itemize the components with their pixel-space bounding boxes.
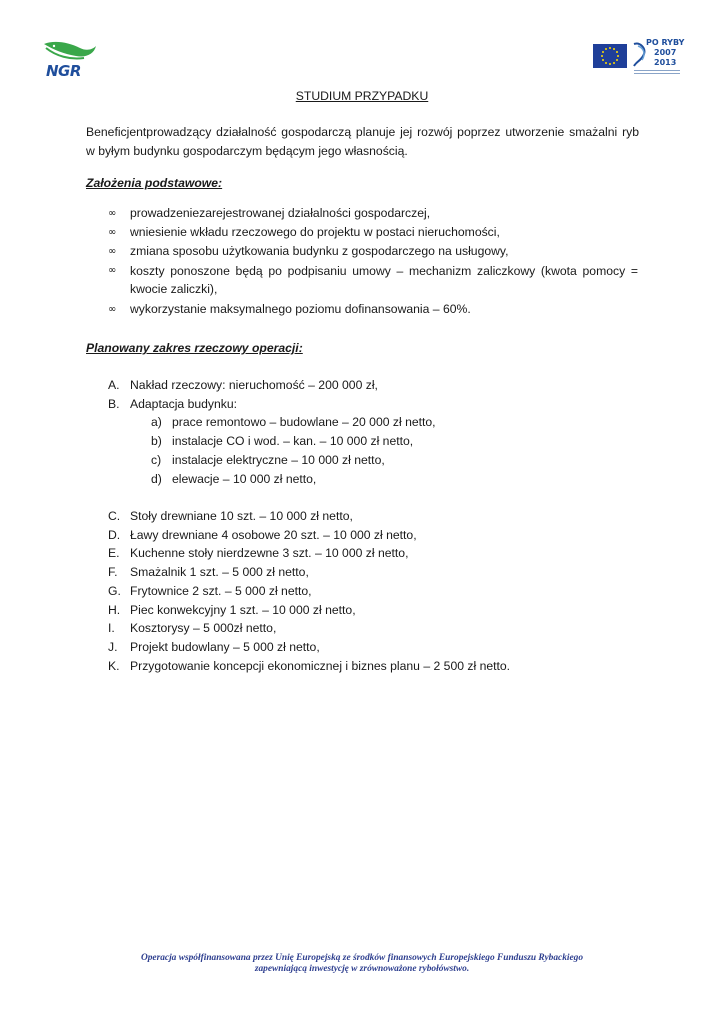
sub-item-marker: d) <box>151 472 162 486</box>
sub-item-text: prace remontowo – budowlane – 20 000 zł netto, <box>172 415 436 429</box>
infinity-bullet-icon: ∞ <box>108 246 117 257</box>
sub-item-marker: c) <box>151 453 162 467</box>
scope-heading: Planowany zakres rzeczowy operacji: <box>86 341 303 355</box>
list-item-text: Nakład rzeczowy: nieruchomość – 200 000 zł, <box>130 378 378 392</box>
infinity-bullet-icon: ∞ <box>108 265 117 276</box>
po-ryby-fine-print-2 <box>634 73 680 74</box>
po-ryby-year-start: 2007 <box>654 48 677 57</box>
sub-item-marker: b) <box>151 434 162 448</box>
list-item-marker: I. <box>108 621 115 635</box>
list-item-text: wniesienie wkładu rzeczowego do projektu w postaci nieruchomości, <box>130 225 500 239</box>
list-item-text: wykorzystanie maksymalnego poziomu dofinansowania – 60%. <box>130 302 471 316</box>
ngr-logo <box>40 36 100 82</box>
sub-item-marker: a) <box>151 415 162 429</box>
document-title: STUDIUM PRZYPADKU <box>295 89 429 103</box>
list-item-marker: D. <box>108 528 121 542</box>
footer-line-1: Operacja współfinansowana przez Unię Europejską ze środków finansowych Europejskiego Funduszu Rybackiego <box>140 953 584 963</box>
infinity-bullet-icon: ∞ <box>108 304 117 315</box>
eu-flag-icon <box>593 44 627 68</box>
list-item-text: Kosztorysy – 5 000zł netto, <box>130 621 277 635</box>
list-item-marker: H. <box>108 603 121 617</box>
sub-item-text: instalacje CO i wod. – kan. – 10 000 zł netto, <box>172 434 414 448</box>
po-ryby-fine-print <box>634 70 680 71</box>
infinity-bullet-icon: ∞ <box>108 227 117 238</box>
list-item-text: Projekt budowlany – 5 000 zł netto, <box>130 640 320 654</box>
list-item-text: Adaptacja budynku: <box>130 397 238 411</box>
list-item-marker: F. <box>108 565 118 579</box>
list-item-text: zmiana sposobu użytkowania budynku z gospodarczego na usługowy, <box>130 244 509 258</box>
list-item-text: Przygotowanie koncepcji ekonomicznej i biznes planu – 2 500 zł netto. <box>130 659 511 673</box>
po-ryby-text: PO RYBY <box>646 38 685 47</box>
list-item-marker: K. <box>108 659 120 673</box>
sub-item-text: instalacje elektryczne – 10 000 zł netto, <box>172 453 385 467</box>
ngr-logo-text: NGR <box>46 62 81 80</box>
po-ryby-year-end: 2013 <box>654 58 677 67</box>
po-ryby-logo <box>632 38 685 80</box>
list-item-text: Stoły drewniane 10 szt. – 10 000 zł netto, <box>130 509 353 523</box>
list-item-marker: J. <box>108 640 118 654</box>
list-item-text: Ławy drewniane 4 osobowe 20 szt. – 10 000 zł netto, <box>130 528 417 542</box>
intro-line-2: w byłym budynku gospodarczym będącym jego własnością. <box>86 144 408 158</box>
footer-line-2: zapewniającą inwestycję w zrównoważone rybołówstwo. <box>254 964 470 974</box>
list-item-text: Piec konwekcyjny 1 szt. – 10 000 zł netto, <box>130 603 356 617</box>
list-item-marker: G. <box>108 584 121 598</box>
infinity-bullet-icon: ∞ <box>108 208 117 219</box>
list-item-text: koszty ponoszone będą po podpisaniu umowy – mechanizm zaliczkowy (kwota pomocy = kwocie zaliczki), <box>130 264 638 296</box>
list-item-marker: E. <box>108 546 120 560</box>
list-item-text: prowadzeniezarejestrowanej działalności gospodarczej, <box>130 206 431 220</box>
list-item-marker: C. <box>108 509 121 523</box>
sub-item-text: elewacje – 10 000 zł netto, <box>172 472 317 486</box>
assumptions-heading: Założenia podstawowe: <box>86 176 223 190</box>
list-item-marker: A. <box>108 378 120 392</box>
list-item-text: Frytownice 2 szt. – 5 000 zł netto, <box>130 584 312 598</box>
intro-line-1: Beneficjentprowadzący działalność gospodarczą planuje jej rozwój poprzez utworzenie smażalni ryb <box>86 125 639 139</box>
list-item-text: Kuchenne stoły nierdzewne 3 szt. – 10 000 zł netto, <box>130 546 409 560</box>
eu-flag <box>593 44 627 68</box>
list-item-text: Smażalnik 1 szt. – 5 000 zł netto, <box>130 565 309 579</box>
list-item-marker: B. <box>108 397 120 411</box>
